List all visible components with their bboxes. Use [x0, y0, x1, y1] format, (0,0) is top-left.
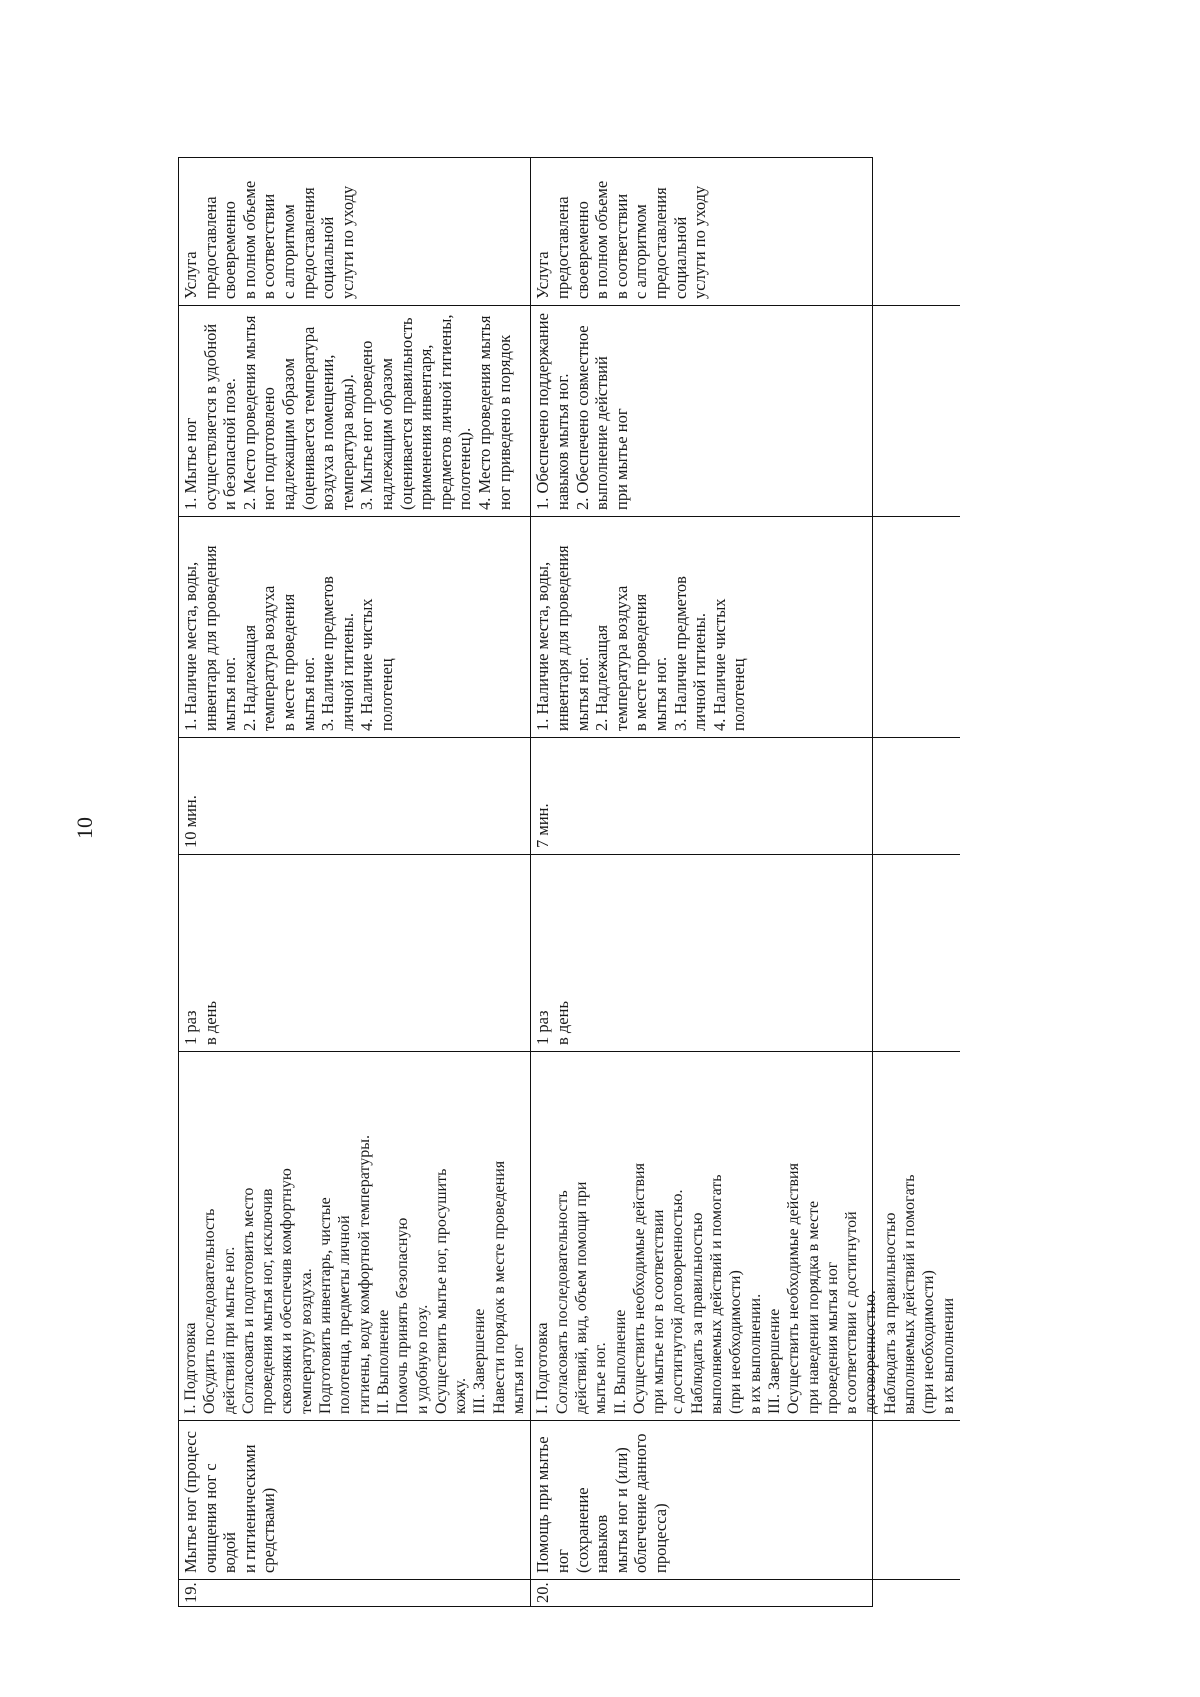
table-row-20 [531, 158, 960, 1606]
row-number: 19. [179, 1579, 530, 1606]
service-result: Услуга предоставлена своевременно в полном объеме в соответствии с алгоритмом предоставления социальной услуги по уходу [533, 180, 710, 299]
page-number: 10 [72, 817, 97, 839]
service-content: I. Подготовка Обсудить последовательность действий при мытье ног. Согласовать и подготовить место проведения мытья ног, исключив сквозняки и обеспечив комфортную температуру воздуха. Подготовить инвентарь, чистые полотенца, предметы личной гигиены, воду комфортной температуры. II. Выполнение Помочь принять безопасную и удобную позу. Осуществить мытье ног, просушить кожу. III. Завершение Навести порядок в месте проведения мытья ног [179, 1051, 530, 1420]
service-name: Помощь при мытье ног (сохранение навыков мытья ног и (или) облегчение данного процесса) [531, 1420, 960, 1579]
quality-indicators: 1. Обеспечено поддержание навыков мытья ног. 2. Обеспечено совместное выполнение действий при мытье ног [531, 305, 960, 516]
table-row-19 [179, 158, 531, 1606]
service-conditions: 1. Наличие места, воды, инвентаря для проведения мытья ног. 2. Надлежащая температура воздуха в месте проведения мытья ног. 3. Наличие предметов личной гигиены. 4. Наличие чистых полотенец [179, 516, 530, 737]
service-content: I. Подготовка Согласовать последовательность действий, вид, объем помощи при мытье ног. II. Выполнение Осуществить необходимые действия при мытье ног в соответствии с достигнутой договоренностью. Наблюдать за правильностью выполняемых действий и помогать (при необходимости) в их выполнении. III. Завершение Осуществить необходимые действия при наведении порядка в месте проведения мытья ног в соответствии с достигнутой договоренностью. Наблюдать за правильностью выполняемых действий и помогать (при необходимости) в их выполнении [531, 1051, 960, 1420]
service-name: Мытье ног (процесс очищения ног с водой и гигиеническими средствами) [179, 1420, 530, 1579]
service-time: 10 мин. [179, 737, 530, 854]
service-result: Услуга предоставлена своевременно в полном объеме в соответствии с алгоритмом предоставления социальной услуги по уходу [181, 180, 357, 299]
quality-indicators: 1. Мытье ног осуществляется в удобной и безопасной позе. 2. Место проведения мытья ног подготовлено надлежащим образом (оценивается температура воздуха в помещении, температура воды). 3. Мытье ног проведено надлежащим образом (оценивается правильность применения инвентаря, предметов личной гигиены, полотенец). 4. Место проведения мытья ног приведено в порядок [179, 305, 530, 516]
service-table [178, 157, 957, 1607]
service-conditions: 1. Наличие места, воды, инвентаря для проведения мытья ног. 2. Надлежащая температура воздуха в месте проведения мытья ног. 3. Наличие предметов личной гигиены. 4. Наличие чистых полотенец [531, 516, 960, 737]
service-frequency: 1 раз в день [531, 854, 960, 1051]
service-frequency: 1 раз в день [179, 854, 530, 1051]
service-time: 7 мин. [531, 737, 960, 854]
row-number: 20. [531, 1579, 960, 1606]
